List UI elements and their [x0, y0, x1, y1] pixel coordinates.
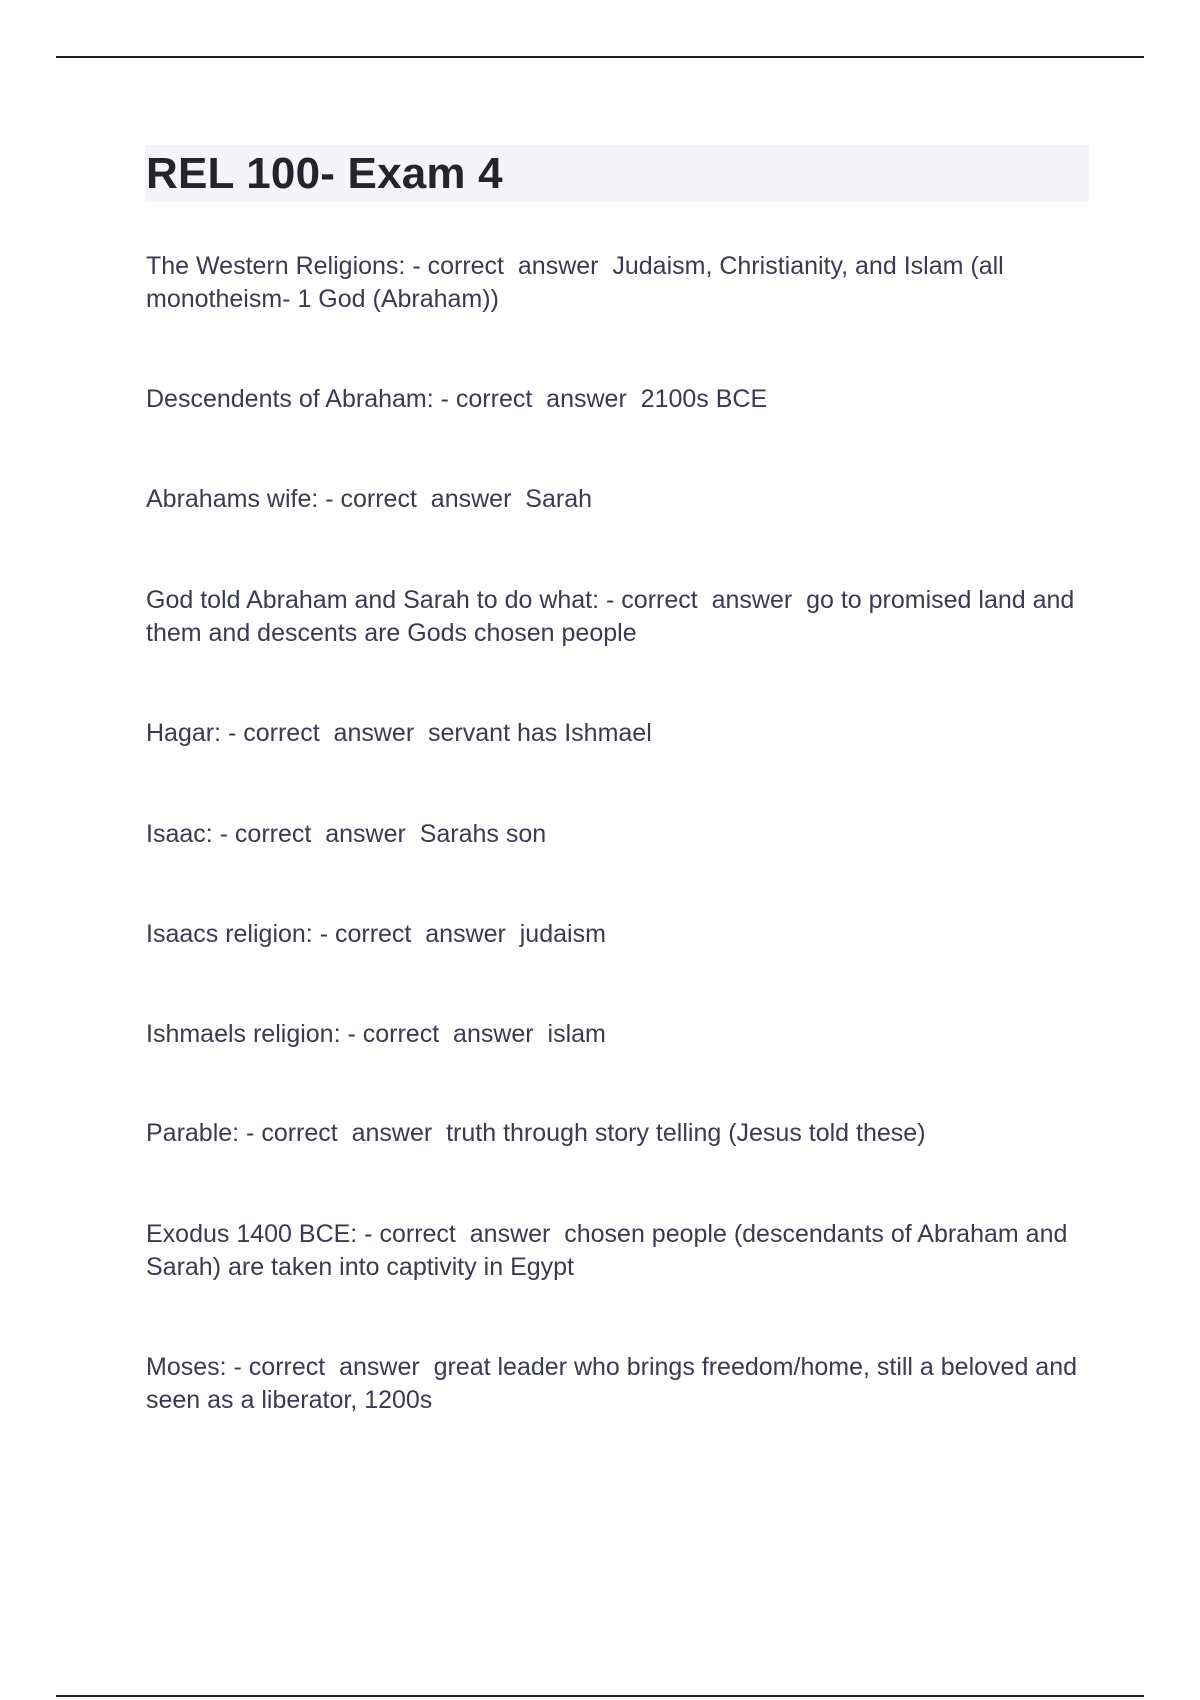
qa-entry: Isaacs religion: - correct answer judaism — [146, 920, 606, 948]
qa-entry: Descendents of Abraham: - correct answer 2100s BCE — [146, 385, 768, 413]
qa-entry: Parable: - correct answer truth through story telling (Jesus told these) — [146, 1119, 926, 1147]
bottom-divider — [56, 1695, 1144, 1697]
qa-entry: Hagar: - correct answer servant has Ishmael — [146, 719, 652, 747]
qa-entry: Exodus 1400 BCE: - correct answer chosen people (descendants of Abraham and Sarah) are taken into captivity in Egypt — [146, 1220, 1075, 1281]
qa-entry: Abrahams wife: - correct answer Sarah — [146, 485, 592, 513]
top-divider — [56, 56, 1144, 58]
page-title: REL 100- Exam 4 — [146, 149, 503, 198]
qa-entry: Isaac: - correct answer Sarahs son — [146, 820, 547, 848]
qa-entry: Ishmaels religion: - correct answer islam — [146, 1020, 606, 1048]
qa-entry: Moses: - correct answer great leader who brings freedom/home, still a beloved and seen as a liberator, 1200s — [146, 1353, 1084, 1414]
qa-entry: God told Abraham and Sarah to do what: - correct answer go to promised land and them and descents are Gods chosen people — [146, 586, 1082, 647]
qa-entry: The Western Religions: - correct answer Judaism, Christianity, and Islam (all monotheism- 1 God (Abraham)) — [146, 252, 1011, 313]
